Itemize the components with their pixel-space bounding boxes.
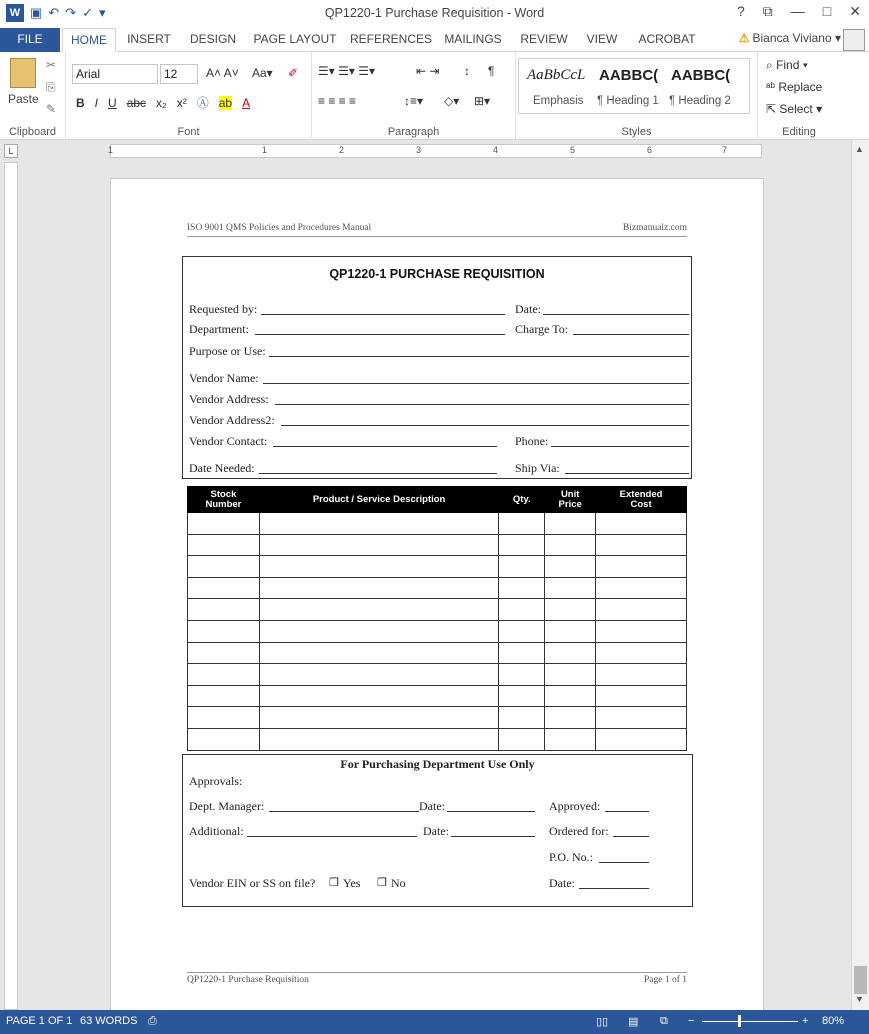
table-cell[interactable] <box>188 534 260 556</box>
table-cell[interactable] <box>499 728 545 750</box>
binoculars-icon: ⌕ <box>766 58 777 72</box>
dept-manager-label: Dept. Manager: <box>189 799 265 813</box>
bold-icon[interactable]: B <box>76 95 85 110</box>
charge-to-label: Charge To: <box>515 322 569 336</box>
table-row <box>188 664 687 686</box>
table-cell[interactable] <box>499 707 545 729</box>
table-cell[interactable] <box>545 620 596 642</box>
table-row <box>188 728 687 750</box>
maximize-button[interactable]: □ <box>822 3 832 19</box>
paste-icon[interactable] <box>10 58 36 88</box>
grow-font-icon[interactable]: A˄ A˅ <box>206 66 239 80</box>
ruler-number: 4 <box>493 145 499 155</box>
ordered-for-label: Ordered for: <box>549 824 609 838</box>
purpose-line[interactable] <box>269 356 689 357</box>
additional-label: Additional: <box>189 824 244 838</box>
table-cell[interactable] <box>188 577 260 599</box>
tab-mailings[interactable]: MAILINGS <box>444 32 502 46</box>
items-header-row <box>188 487 687 513</box>
document-title: QP1220-1 Purchase Requisition - Word <box>324 6 545 20</box>
no-label: No <box>391 876 406 890</box>
document-page[interactable] <box>110 178 764 1018</box>
table-row <box>188 513 687 535</box>
ruler-number: 7 <box>722 145 728 155</box>
scroll-thumb[interactable] <box>854 966 867 994</box>
phone-label: Phone: <box>515 434 549 448</box>
purpose-label: Purpose or Use: <box>189 344 266 358</box>
vertical-ruler <box>4 162 18 1010</box>
editing-label: Editing <box>782 126 816 138</box>
font-color-icon[interactable]: A <box>242 95 251 110</box>
word-count[interactable]: 63 WORDS <box>80 1015 138 1027</box>
table-row <box>188 620 687 642</box>
ship-via-line[interactable] <box>565 473 689 474</box>
find-label: Find <box>776 58 800 72</box>
sort-icon[interactable]: ↕ <box>464 64 470 78</box>
table-cell[interactable] <box>499 513 545 535</box>
form-title: QP1220-1 PURCHASE REQUISITION <box>329 267 545 281</box>
avatar[interactable] <box>843 29 865 51</box>
tab-review[interactable]: REVIEW <box>520 32 568 46</box>
zoom-thumb[interactable] <box>738 1015 741 1027</box>
table-cell[interactable] <box>545 728 596 750</box>
table-cell[interactable] <box>596 620 687 642</box>
table-cell[interactable] <box>499 620 545 642</box>
tab-references[interactable]: REFERENCES <box>350 32 433 46</box>
replace-icon: ᵃᵇ <box>766 80 779 94</box>
cursor-icon: ⇱ <box>766 102 780 116</box>
replace-button[interactable] <box>766 80 822 94</box>
table-row <box>188 707 687 729</box>
align-icon[interactable]: ≡ ≡ ≡ ≡ <box>318 94 357 108</box>
table-cell[interactable] <box>188 728 260 750</box>
phone-line[interactable] <box>551 446 689 447</box>
highlight-icon[interactable]: ab <box>218 95 233 110</box>
clipboard-group <box>0 52 66 140</box>
user-account[interactable]: ⚠ Bianca Viviano ▾ <box>738 31 841 45</box>
table-cell[interactable] <box>188 513 260 535</box>
col-extended-cost: Extended Cost <box>596 487 687 513</box>
vertical-scrollbar[interactable] <box>851 140 869 1010</box>
table-cell[interactable] <box>259 513 498 535</box>
table-cell[interactable] <box>545 599 596 621</box>
table-cell[interactable] <box>596 642 687 664</box>
col-stock-number: Stock Number <box>188 487 260 513</box>
bullets-icon[interactable]: ☰▾ ☰▾ ☰▾ <box>318 64 376 78</box>
vendor-ein-label: Vendor EIN or SS on file? <box>189 876 316 890</box>
table-cell[interactable] <box>259 577 498 599</box>
table-cell[interactable] <box>596 577 687 599</box>
title-bar <box>0 0 869 28</box>
vendor-name-label: Vendor Name: <box>189 371 259 385</box>
table-cell[interactable] <box>499 664 545 686</box>
paste-button[interactable]: Paste <box>8 92 39 106</box>
word-logo-icon: W <box>6 4 24 22</box>
table-cell[interactable] <box>259 534 498 556</box>
purchasing-section <box>182 754 693 907</box>
ruler-number: 1 <box>108 145 114 155</box>
line-spacing-icon[interactable]: ↕≡▾ <box>404 94 424 108</box>
styles-label: Styles <box>621 126 652 138</box>
approved-label: Approved: <box>549 799 601 813</box>
status-bar <box>0 1010 869 1034</box>
print-layout-icon[interactable]: ▤ <box>628 1016 639 1028</box>
user-name: Bianca Viviano <box>752 31 832 45</box>
style-heading1-name: ¶ Heading 1 <box>597 95 659 107</box>
close-button[interactable]: ✕ <box>849 3 861 19</box>
table-cell[interactable] <box>188 556 260 578</box>
format-row <box>76 94 250 111</box>
footer-divider <box>187 972 687 973</box>
vendor-name-line[interactable] <box>263 383 689 384</box>
col-qty: Qty. <box>499 487 545 513</box>
style-emphasis-sample[interactable]: AaBbCcL <box>527 67 586 83</box>
requisition-form <box>182 256 692 479</box>
redo-icon[interactable]: ↷ <box>65 5 77 20</box>
ruler-number: 6 <box>647 145 653 155</box>
ribbon <box>0 52 869 140</box>
font-family-select[interactable]: Arial <box>72 64 158 84</box>
charge-to-line[interactable] <box>573 334 689 335</box>
help-icon[interactable]: ? <box>737 3 745 19</box>
warning-icon: ⚠ <box>738 31 750 45</box>
table-cell[interactable] <box>596 513 687 535</box>
date-needed-line[interactable] <box>259 473 497 474</box>
superscript-icon[interactable]: x² <box>176 95 187 110</box>
format-painter-icon[interactable]: ✎ <box>46 102 57 116</box>
font-size-select[interactable]: 12 <box>160 64 198 84</box>
table-cell[interactable] <box>188 599 260 621</box>
ruler-number: 5 <box>570 145 576 155</box>
date-line[interactable] <box>543 314 689 315</box>
tab-design[interactable]: DESIGN <box>189 32 236 46</box>
tab-insert[interactable]: INSERT <box>127 32 171 46</box>
items-table <box>187 486 687 751</box>
table-cell[interactable] <box>596 556 687 578</box>
save-icon[interactable]: ▣ <box>30 5 43 20</box>
table-cell[interactable] <box>259 620 498 642</box>
po-no-label: P.O. No.: <box>549 850 594 864</box>
table-cell[interactable] <box>259 685 498 707</box>
table-row <box>188 685 687 707</box>
items-body <box>188 513 687 751</box>
change-case-icon[interactable]: Aa▾ <box>252 66 273 80</box>
table-cell[interactable] <box>188 664 260 686</box>
spelling-icon[interactable]: ✓ <box>82 5 94 20</box>
clear-formatting-icon[interactable]: ✐ <box>288 66 299 80</box>
table-cell[interactable] <box>188 707 260 729</box>
zoom-in-icon[interactable]: + <box>802 1015 809 1027</box>
minimize-button[interactable]: — <box>790 3 805 19</box>
table-cell[interactable] <box>596 685 687 707</box>
style-heading2-name: ¶ Heading 2 <box>669 95 731 107</box>
additional-line[interactable] <box>247 836 417 837</box>
scroll-up-icon[interactable]: ▲ <box>855 144 864 154</box>
ordered-for-line[interactable] <box>613 836 649 837</box>
tab-file[interactable]: FILE <box>0 28 60 52</box>
col-description: Product / Service Description <box>259 487 498 513</box>
po-no-line[interactable] <box>599 862 649 863</box>
table-cell[interactable] <box>499 685 545 707</box>
indent-icon[interactable]: ⇤ ⇥ <box>416 64 440 78</box>
no-checkbox[interactable]: ❐ <box>377 877 387 889</box>
table-cell[interactable] <box>545 685 596 707</box>
ruler-number: 2 <box>339 145 345 155</box>
header-divider <box>187 236 687 237</box>
ribbon-display-icon[interactable]: ⧉ <box>762 3 773 19</box>
table-cell[interactable] <box>545 556 596 578</box>
table-cell[interactable] <box>259 556 498 578</box>
pilcrow-icon[interactable]: ¶ <box>488 64 495 78</box>
scroll-down-icon[interactable]: ▼ <box>855 994 864 1004</box>
vendor-address-line[interactable] <box>275 404 689 405</box>
zoom-slider[interactable] <box>702 1021 798 1022</box>
date3-line[interactable] <box>579 888 649 889</box>
tab-acrobat[interactable]: ACROBAT <box>638 32 696 46</box>
window-controls <box>737 3 861 20</box>
dept-manager-line[interactable] <box>269 811 419 812</box>
vendor-contact-line[interactable] <box>273 446 497 447</box>
purchasing-title: For Purchasing Department Use Only <box>340 757 535 771</box>
font-label: Font <box>177 126 200 138</box>
footer-left: QP1220-1 Purchase Requisition <box>187 975 309 985</box>
table-row <box>188 577 687 599</box>
tab-page-layout[interactable]: PAGE LAYOUT <box>253 32 337 46</box>
paragraph-group <box>312 52 516 140</box>
table-cell[interactable] <box>499 577 545 599</box>
department-label: Department: <box>189 322 249 336</box>
vendor-address-label: Vendor Address: <box>189 392 269 406</box>
table-row <box>188 599 687 621</box>
date-label: Date: <box>515 302 541 316</box>
horizontal-ruler <box>0 140 869 162</box>
styles-gallery <box>518 58 750 114</box>
borders-icon[interactable]: ⊞▾ <box>474 94 491 108</box>
proofing-icon[interactable]: ⎙ <box>148 1015 157 1027</box>
department-line[interactable] <box>255 334 505 335</box>
header-left: ISO 9001 QMS Policies and Procedures Manual <box>187 223 372 233</box>
table-cell[interactable] <box>596 664 687 686</box>
table-cell[interactable] <box>499 534 545 556</box>
find-button[interactable]: ⌕ Find ▾ <box>766 58 808 72</box>
style-heading2-sample[interactable]: AABBC( <box>671 67 731 84</box>
copy-icon[interactable]: ⎘ <box>46 80 56 94</box>
date1-line[interactable] <box>447 811 535 812</box>
requested-by-label: Requested by: <box>189 302 258 316</box>
select-button[interactable]: ⇱ Select ▾ <box>766 102 823 116</box>
table-cell[interactable] <box>259 599 498 621</box>
read-mode-icon[interactable]: ▯▯ <box>596 1016 609 1028</box>
col-unit-price: Unit Price <box>545 487 596 513</box>
table-cell[interactable] <box>499 556 545 578</box>
replace-label: Replace <box>778 80 823 94</box>
select-label: Select <box>779 102 813 116</box>
table-cell[interactable] <box>545 642 596 664</box>
table-cell[interactable] <box>259 642 498 664</box>
page-count[interactable]: PAGE 1 OF 1 <box>6 1015 73 1027</box>
date-needed-label: Date Needed: <box>189 461 255 475</box>
approved-line[interactable] <box>605 811 649 812</box>
table-cell[interactable] <box>596 599 687 621</box>
ship-via-label: Ship Via: <box>515 461 560 475</box>
date1-label: Date: <box>419 799 445 813</box>
header-right: Bizmanualz.com <box>622 223 687 233</box>
table-cell[interactable] <box>259 664 498 686</box>
table-cell[interactable] <box>596 707 687 729</box>
table-cell[interactable] <box>188 642 260 664</box>
yes-checkbox[interactable]: ❐ <box>329 877 339 889</box>
ruler-strip[interactable] <box>110 144 762 158</box>
table-cell[interactable] <box>596 534 687 556</box>
table-cell[interactable] <box>499 642 545 664</box>
cut-icon[interactable]: ✂ <box>46 58 57 72</box>
style-heading1-sample[interactable]: AABBC( <box>599 67 659 84</box>
table-row <box>188 534 687 556</box>
vendor-address2-line[interactable] <box>281 425 689 426</box>
footer-right: Page 1 of 1 <box>643 975 687 985</box>
strikethrough-icon[interactable]: abc <box>126 95 147 110</box>
table-cell[interactable] <box>545 534 596 556</box>
approvals-label: Approvals: <box>189 774 243 788</box>
table-cell[interactable] <box>499 599 545 621</box>
table-cell[interactable] <box>545 707 596 729</box>
zoom-level[interactable]: 80% <box>822 1015 845 1027</box>
tab-view[interactable]: VIEW <box>586 32 618 46</box>
table-row <box>188 642 687 664</box>
style-emphasis-name: Emphasis <box>533 95 584 107</box>
table-cell[interactable] <box>545 513 596 535</box>
italic-icon[interactable]: I <box>94 95 99 110</box>
table-cell[interactable] <box>596 728 687 750</box>
undo-icon[interactable]: ↶ <box>48 5 60 20</box>
vendor-address2-label: Vendor Address2: <box>189 413 275 427</box>
paragraph-label: Paragraph <box>387 126 440 138</box>
tab-selector[interactable]: L <box>4 144 18 158</box>
zoom-out-icon[interactable]: − <box>688 1015 695 1027</box>
shading-icon[interactable]: ◇▾ <box>444 94 460 108</box>
ruler-number: 1 <box>262 145 268 155</box>
date2-line[interactable] <box>451 836 535 837</box>
date2-label: Date: <box>423 824 449 838</box>
tab-home[interactable]: HOME <box>62 28 116 52</box>
underline-icon[interactable]: U <box>108 95 117 110</box>
ruler-number: 3 <box>416 145 422 155</box>
subscript-icon[interactable]: x₂ <box>156 95 167 110</box>
web-layout-icon[interactable]: ⧉ <box>660 1015 668 1027</box>
font-group <box>66 52 312 140</box>
table-cell[interactable] <box>545 577 596 599</box>
customize-qat-icon[interactable]: ▾ <box>99 5 106 20</box>
clipboard-label: Clipboard <box>8 126 57 138</box>
yes-label: Yes <box>343 876 361 890</box>
table-cell[interactable] <box>545 664 596 686</box>
ribbon-tabs <box>0 28 869 52</box>
table-cell[interactable] <box>188 685 260 707</box>
table-cell[interactable] <box>259 707 498 729</box>
table-cell[interactable] <box>188 620 260 642</box>
date3-label: Date: <box>549 876 575 890</box>
requested-by-line[interactable] <box>261 314 505 315</box>
text-effects-icon[interactable]: Ⓐ <box>196 96 209 110</box>
table-cell[interactable] <box>259 728 498 750</box>
table-row <box>188 556 687 578</box>
vendor-contact-label: Vendor Contact: <box>189 434 268 448</box>
